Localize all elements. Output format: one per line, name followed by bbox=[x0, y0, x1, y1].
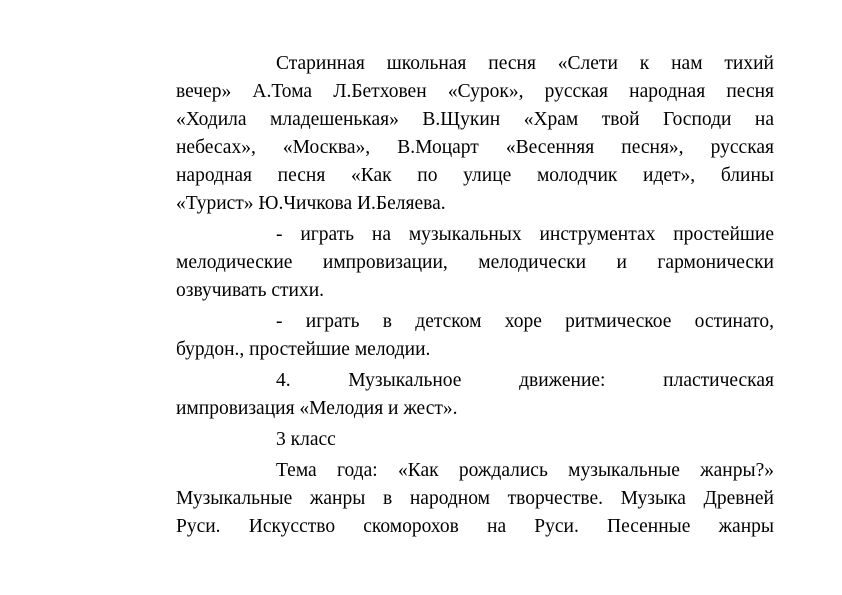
text-line: небесах», «Москва», В.Моцарт «Весенняя песня», русская bbox=[176, 137, 774, 158]
text-line: вечер» А.Тома Л.Бетховен «Сурок», русская народная песня bbox=[176, 81, 774, 102]
text-line: Старинная школьная песня «Слети к нам тихий bbox=[276, 53, 774, 74]
text-line: «Турист» Ю.Чичкова И.Беляева. bbox=[176, 193, 446, 214]
paragraph-choir bbox=[176, 308, 774, 364]
text-line: - играть в детском хоре ритмическое остинато, bbox=[276, 311, 774, 332]
text-line: 3 класс bbox=[276, 429, 336, 450]
text-line: народная песня «Как по улице молодчик идет», блины bbox=[176, 165, 774, 186]
text-line: «Ходила младешенькая» В.Щукин «Храм твой Господи на bbox=[176, 109, 774, 130]
paragraph-movement bbox=[176, 367, 774, 423]
text-line: 4. Музыкальное движение: пластическая bbox=[276, 370, 774, 391]
text-line: бурдон., простейшие мелодии. bbox=[176, 339, 431, 360]
text-line: Тема года: «Как рождались музыкальные жанры?» bbox=[276, 460, 774, 481]
text-line: Руси. Искусство скоморохов на Руси. Песенные жанры bbox=[176, 516, 774, 537]
paragraph-songs-list bbox=[176, 50, 774, 218]
document-page bbox=[176, 50, 774, 541]
section-heading-grade bbox=[176, 426, 774, 454]
text-line: Музыкальные жанры в народном творчестве. Музыка Древней bbox=[176, 488, 774, 509]
text-line: озвучивать стихи. bbox=[176, 280, 325, 301]
text-line: - играть на музыкальных инструментах простейшие bbox=[276, 224, 774, 245]
text-line: мелодические импровизации, мелодически и гармонически bbox=[176, 252, 774, 273]
text-line: импровизация «Мелодия и жест». bbox=[176, 398, 458, 419]
paragraph-instruments bbox=[176, 221, 774, 305]
paragraph-year-theme bbox=[176, 457, 774, 541]
